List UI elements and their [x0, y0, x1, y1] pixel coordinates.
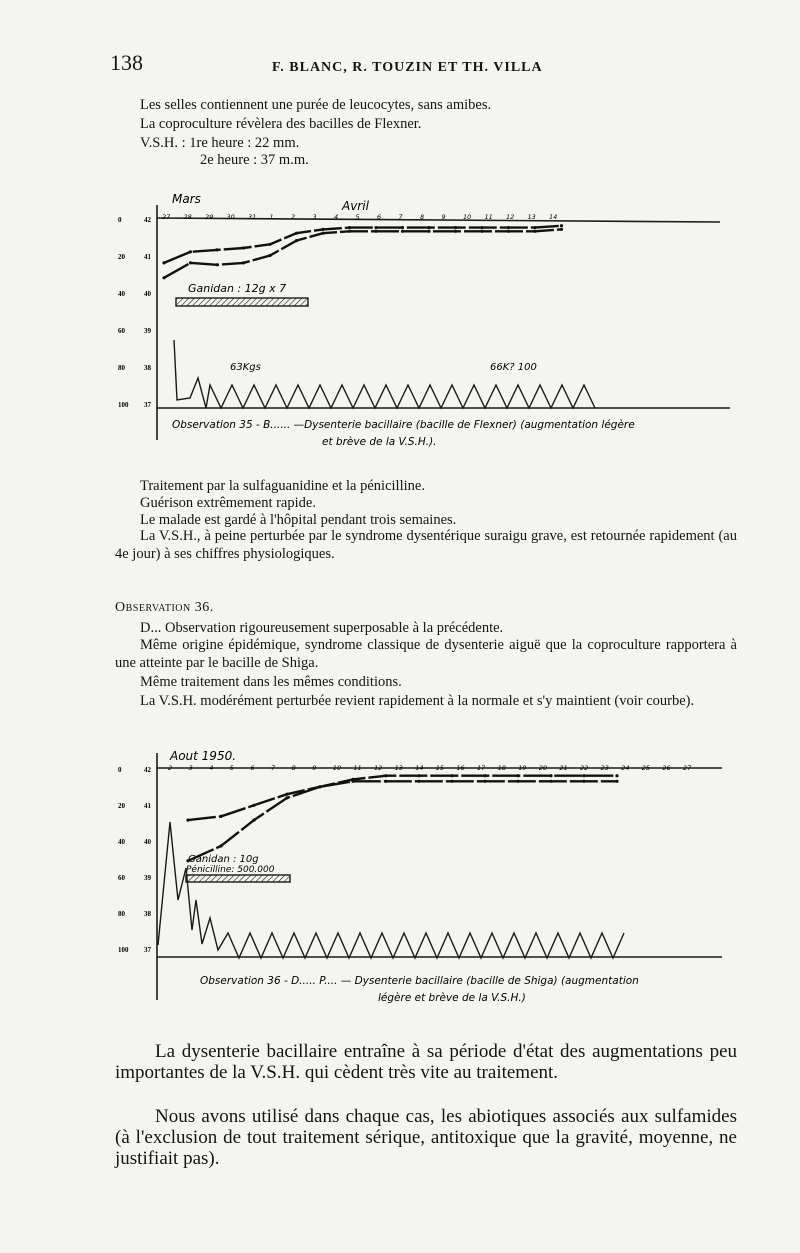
c2-date-tick: 3: [188, 764, 193, 772]
chart2-temperature-curve: [158, 822, 624, 958]
c2-left-tick: 0: [118, 766, 122, 774]
c2-right-tick: 38: [144, 910, 151, 918]
c2-series-point: [186, 819, 189, 822]
c2-series-point: [582, 780, 585, 783]
c1-date-tick: 13: [527, 213, 536, 221]
c1-date-tick: 14: [549, 213, 558, 221]
c2-series-point: [450, 780, 453, 783]
chart2-vsh-lines: [186, 774, 618, 862]
c2-series-point: [450, 774, 453, 777]
mid-line-3: Le malade est gardé à l'hôpital pendant trois semaines.: [140, 512, 457, 528]
c1-right-tick: 41: [144, 253, 151, 261]
c2-series-point: [252, 804, 255, 807]
chart2-right-ticks: [144, 766, 152, 954]
c1-date-tick: 9: [441, 213, 446, 221]
c1-date-tick: 3: [312, 213, 317, 221]
c1-date-tick: 4: [334, 213, 339, 221]
c1-right-tick: 39: [144, 327, 151, 335]
obs36-p1: D... Observation rigoureusement superposable à la précédente.: [140, 620, 504, 636]
c2-date-tick: 11: [353, 764, 362, 772]
c2-date-tick: 23: [600, 764, 609, 772]
c2-series-point: [219, 815, 222, 818]
c2-date-tick: 14: [415, 764, 424, 772]
c2-date-tick: 7: [271, 764, 276, 772]
c2-date-tick: 17: [477, 764, 486, 772]
c1-date-tick: 30: [226, 213, 235, 221]
c2-right-tick: 42: [144, 766, 151, 774]
c1-right-tick: 37: [144, 401, 151, 409]
c2-series-point: [384, 780, 387, 783]
chart1-weight-2: 66K? 100: [490, 362, 537, 373]
c2-left-tick: 40: [118, 838, 125, 846]
c2-series-point: [615, 780, 618, 783]
c1-left-tick: 80: [118, 364, 125, 372]
page-number: 138: [110, 50, 143, 75]
c2-series-point: [582, 774, 585, 777]
c1-right-tick: 40: [144, 290, 151, 298]
c2-date-tick: 8: [291, 764, 296, 772]
chart2-treatment-bar: [186, 875, 290, 882]
c2-series-point: [549, 780, 552, 783]
running-head: F. BLANC, R. TOUZIN ET TH. VILLA: [272, 60, 543, 75]
c1-date-tick: 2: [291, 213, 296, 221]
c2-date-tick: 15: [435, 764, 445, 772]
c2-date-tick: 26: [662, 764, 671, 772]
c2-series-point: [483, 780, 486, 783]
obs36-p4: La V.S.H. modérément perturbée revient rapidement à la normale et s'y maintient (voir courbe).: [140, 693, 695, 709]
intro-line-1: Les selles contiennent une purée de leucocytes, sans amibes.: [140, 97, 492, 113]
c2-left-tick: 20: [118, 802, 125, 810]
c2-series-point: [516, 780, 519, 783]
c1-date-tick: 7: [398, 213, 403, 221]
chart1-caption-line-2: et brève de la V.S.H.).: [322, 436, 437, 448]
c2-date-tick: 9: [312, 764, 317, 772]
c2-date-tick: 10: [332, 764, 342, 772]
chart1-weight-1: 63Kgs: [230, 362, 261, 373]
chart2-left-ticks: [118, 766, 129, 954]
c2-right-tick: 40: [144, 838, 151, 846]
c2-date-tick: 21: [559, 764, 568, 772]
c2-date-tick: 24: [621, 764, 630, 772]
c2-date-tick: 6: [250, 764, 255, 772]
c2-right-tick: 41: [144, 802, 151, 810]
c1-left-tick: 100: [118, 401, 129, 409]
chart1-treatment-label: Ganidan : 12g x 7: [188, 282, 287, 295]
c2-date-tick: 18: [497, 764, 506, 772]
c2-series-point: [318, 785, 321, 788]
c2-right-tick: 39: [144, 874, 151, 882]
c1-left-tick: 40: [118, 290, 125, 298]
c2-series-point: [549, 774, 552, 777]
c1-date-tick: 10: [463, 213, 472, 221]
chart2-treatment-2: Pénicilline: 500.000: [186, 865, 275, 875]
c2-right-tick: 37: [144, 946, 151, 954]
c2-series-point: [483, 774, 486, 777]
c2-series-point: [219, 844, 222, 847]
mid-paragraph-4: La V.S.H., à peine perturbée par le syndrome dysentérique suraigu grave, est retournée rapidement (au 4e jour) à ses chiffres physiologiques.: [115, 528, 737, 562]
chart2-caption-line-1: Observation 36 - D..... P.... — Dysenterie bacillaire (bacille de Shiga) (augmentation: [200, 975, 639, 987]
c1-date-tick: 8: [420, 213, 425, 221]
c1-date-tick: 31: [248, 213, 257, 221]
c2-date-tick: 12: [374, 764, 383, 772]
c2-series-point: [252, 819, 255, 822]
mid-line-1: Traitement par la sulfaguanidine et la pénicilline.: [140, 478, 425, 494]
c2-series-point: [516, 774, 519, 777]
chart1-month-right: Avril: [342, 199, 369, 213]
mid-line-2: Guérison extrêmement rapide.: [140, 495, 316, 511]
c1-date-tick: 5: [355, 213, 360, 221]
c1-left-tick: 0: [118, 216, 122, 224]
c1-date-tick: 28: [183, 213, 192, 221]
c2-left-tick: 100: [118, 946, 129, 954]
closing-paragraph-1: La dysenterie bacillaire entraîne à sa période d'état des augmentations peu importantes de la V.S.H. qui cèdent très vite au traitement.: [115, 1041, 737, 1083]
c2-series-point: [351, 780, 354, 783]
c2-left-tick: 80: [118, 910, 125, 918]
c1-left-tick: 60: [118, 327, 125, 335]
c1-right-tick: 38: [144, 364, 151, 372]
c2-date-tick: 19: [518, 764, 527, 772]
obs36-p2: Même origine épidémique, syndrome classique de dysenterie aiguë que la coproculture rapportera à une atteinte par le bacille de Shiga.: [115, 637, 737, 671]
c2-date-tick: 16: [456, 764, 465, 772]
c1-date-tick: 11: [484, 213, 493, 221]
intro-line-4: 2e heure : 37 m.m.: [200, 152, 309, 168]
c2-series-point: [384, 774, 387, 777]
observation-36-heading: Observation 36.: [115, 600, 214, 615]
c2-series-point: [417, 774, 420, 777]
c2-date-tick: 20: [538, 764, 548, 772]
chart2-month: Aout 1950.: [170, 749, 237, 763]
c2-date-tick: 2: [168, 764, 173, 772]
c2-series-point: [285, 793, 288, 796]
chart1-month-left: Mars: [172, 192, 201, 206]
c1-date-tick: 29: [205, 213, 214, 221]
c2-date-tick: 13: [394, 764, 403, 772]
c2-date-tick: 4: [209, 764, 214, 772]
chart2-caption-line-2: légère et brève de la V.S.H.): [378, 992, 526, 1004]
c2-left-tick: 60: [118, 874, 125, 882]
c2-series-point: [615, 774, 618, 777]
c2-date-tick: 27: [683, 764, 692, 772]
c2-date-tick: 25: [641, 764, 651, 772]
c2-series-line-2: [188, 781, 617, 861]
c1-date-tick: 6: [377, 213, 382, 221]
c1-right-tick: 42: [144, 216, 151, 224]
chart2-treatment-1: Ganidan : 10g: [188, 854, 259, 865]
c2-date-tick: 5: [229, 764, 234, 772]
c2-series-point: [285, 796, 288, 799]
closing-paragraph-2: Nous avons utilisé dans chaque cas, les abiotiques associés aux sulfamides (à l'exclusion de tout traitement sérique, antitoxique que la gravité, moyenne, ne justifiait pas).: [115, 1106, 737, 1169]
chart1-caption-line-1: Observation 35 - B...... —Dysenterie bacillaire (bacille de Flexner) (augmentation légère: [172, 419, 635, 431]
c1-date-tick: 1: [269, 213, 274, 221]
intro-line-2: La coproculture révèlera des bacilles de Flexner.: [140, 116, 422, 132]
obs36-p3: Même traitement dans les mêmes conditions.: [140, 674, 402, 690]
c2-series-point: [417, 780, 420, 783]
c1-date-tick: 12: [506, 213, 515, 221]
c1-date-tick: 27: [162, 213, 171, 221]
c2-date-tick: 22: [580, 764, 589, 772]
intro-line-3: V.S.H. : 1re heure : 22 mm.: [140, 135, 300, 151]
c1-left-tick: 20: [118, 253, 125, 261]
